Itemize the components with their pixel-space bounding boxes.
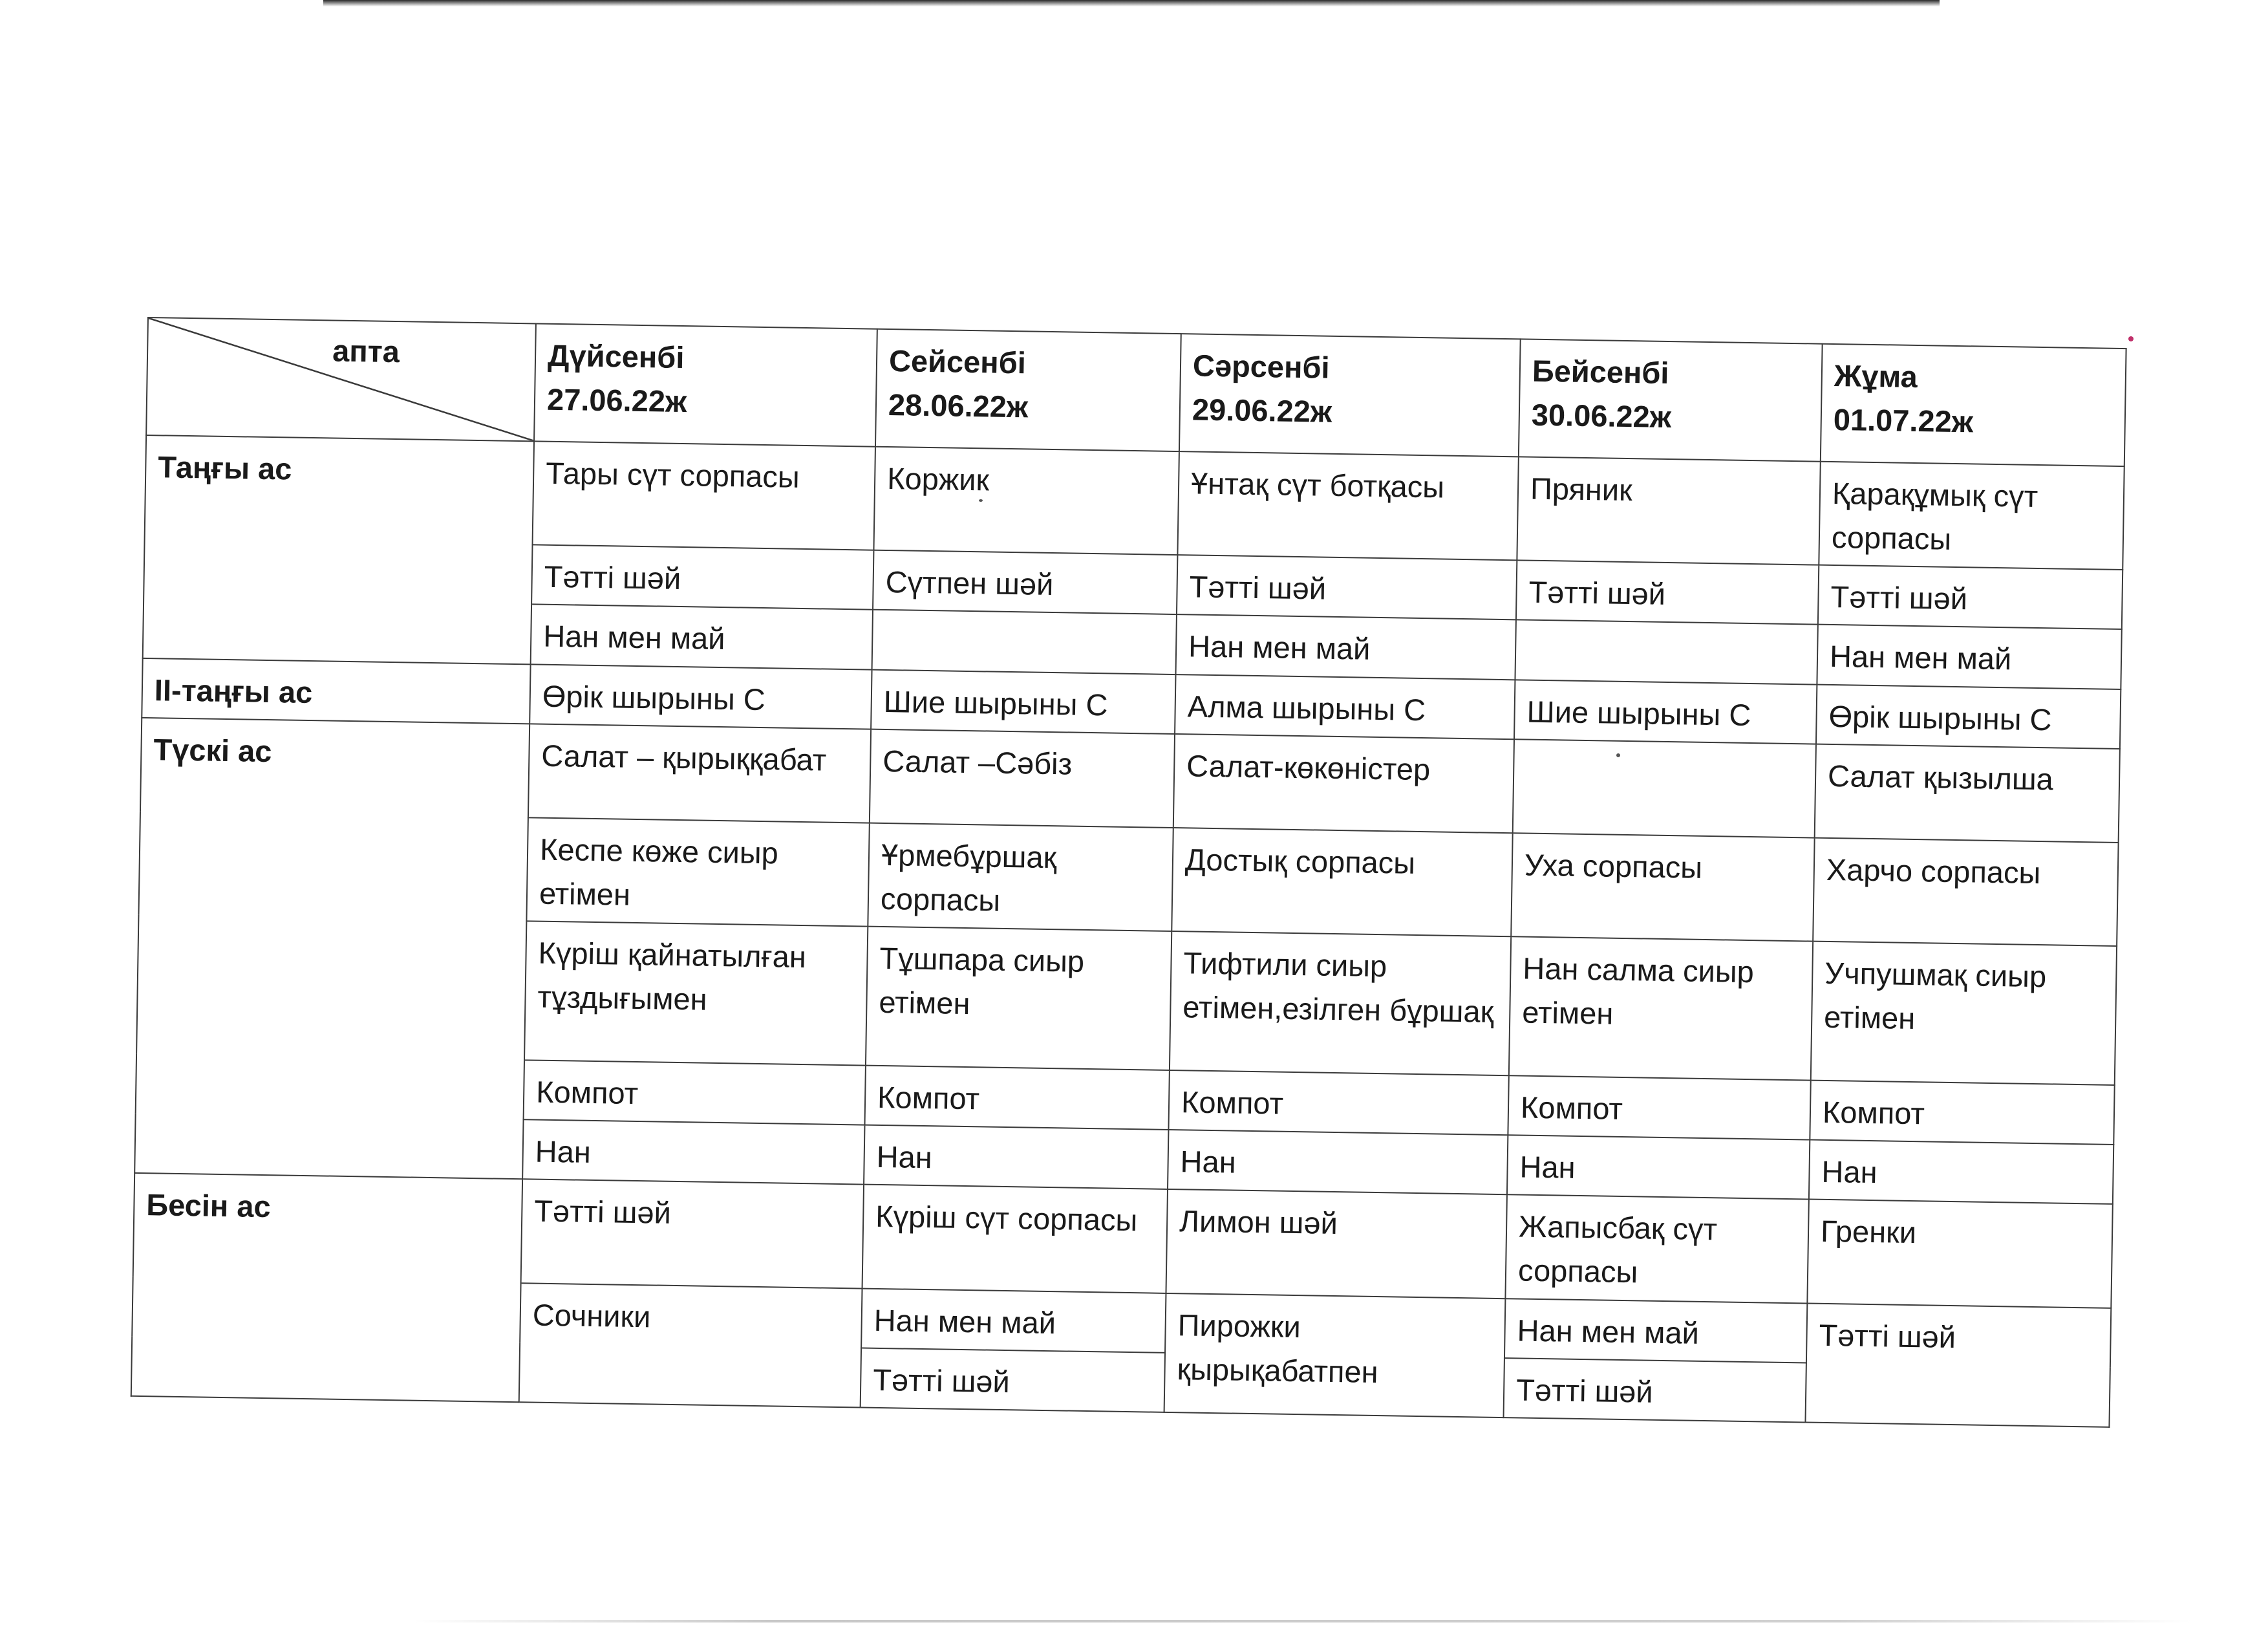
meal-label-lunch: Түскі ас	[134, 718, 530, 1180]
meal-label-breakfast: Таңғы ас	[143, 435, 534, 664]
menu-cell: Компот	[1168, 1070, 1508, 1135]
menu-cell: Ұрмебұршақ сорпасы	[868, 823, 1173, 931]
menu-cell: Салат қызылша	[1815, 744, 2120, 842]
menu-cell: Нан мен май	[1176, 614, 1516, 679]
week-corner-cell	[146, 318, 536, 441]
day-name: Сәрсенбі	[1192, 348, 1330, 385]
menu-cell: Салат –Сәбіз	[870, 729, 1175, 827]
menu-cell: Тәтті шәй	[531, 545, 873, 610]
menu-cell: Нан мен май	[1504, 1299, 1807, 1363]
scan-speck	[2128, 336, 2134, 341]
meal-label-second-breakfast: ІІ-таңғы ас	[142, 658, 530, 724]
weekly-menu-table	[131, 317, 2127, 1428]
menu-cell: Өрік шырыны С	[530, 664, 872, 729]
scan-bottom-edge	[414, 1620, 2192, 1622]
menu-cell: Нан салма сиыр етімен	[1509, 936, 1813, 1080]
day-name: Дүйсенбі	[547, 338, 685, 375]
menu-cell: Кеспе көже сиыр етімен	[526, 817, 869, 927]
day-header-wednesday	[1179, 334, 1521, 457]
menu-cell: Харчо сорпасы	[1813, 837, 2118, 946]
menu-cell	[872, 610, 1177, 674]
menu-cell: Тәтті шәй	[1177, 555, 1517, 620]
menu-cell: Гренки	[1807, 1200, 2112, 1308]
menu-cell: Нан мен май	[1817, 625, 2121, 689]
menu-cell: Компот	[865, 1066, 1170, 1130]
meal-label-afternoon: Бесін ас	[131, 1173, 522, 1402]
week-label: апта	[332, 333, 400, 369]
menu-cell: Салат-көкөністер	[1173, 734, 1514, 833]
menu-cell: Пряник	[1517, 457, 1820, 565]
scan-top-edge	[323, 0, 1940, 6]
day-date: 29.06.22ж	[1192, 392, 1332, 429]
menu-cell: Сочники	[519, 1283, 862, 1408]
menu-cell: Тәтті шәй	[861, 1348, 1165, 1412]
menu-cell: Пирожки қырықабатпен	[1164, 1293, 1506, 1417]
menu-cell: Салат – қырыққабат	[528, 724, 871, 823]
menu-cell: Нан	[1809, 1140, 2113, 1205]
menu-cell: Учпушмақ сиыр етімен	[1811, 942, 2117, 1085]
menu-cell: Тұшпара сиыр етімен	[866, 927, 1171, 1070]
day-header-monday	[534, 323, 877, 446]
menu-cell: Тәтті шәй	[1818, 565, 2123, 630]
menu-cell: Компот	[1810, 1081, 2114, 1145]
menu-cell: Тары сүт сорпасы	[533, 441, 875, 550]
menu-cell	[1515, 620, 1817, 684]
menu-cell: Тәтті шәй	[1516, 561, 1819, 625]
day-date: 27.06.22ж	[546, 382, 687, 419]
menu-cell: Тәтті шәй	[1504, 1358, 1806, 1422]
day-name: Бейсенбі	[1532, 353, 1669, 390]
menu-cell: Сүтпен шәй	[873, 550, 1177, 615]
day-header-friday	[1821, 344, 2126, 466]
day-date: 30.06.22ж	[1531, 397, 1672, 435]
day-header-tuesday	[875, 329, 1181, 451]
menu-cell: Өрік шырыны С	[1816, 684, 2121, 749]
day-header-thursday	[1519, 339, 1823, 461]
menu-cell: Ұнтақ сүт ботқасы	[1177, 451, 1518, 561]
menu-cell: Уха сорпасы	[1511, 833, 1814, 942]
menu-cell: Нан мен май	[861, 1288, 1166, 1353]
menu-cell: Тифтили сиыр етімен,езілген бұршақ	[1170, 931, 1511, 1075]
menu-cell: Коржик	[873, 447, 1179, 555]
menu-cell: Тәтті шәй	[1805, 1303, 2111, 1427]
menu-cell: Нан	[1507, 1135, 1810, 1199]
day-date: 28.06.22ж	[888, 387, 1029, 424]
menu-cell: Алма шырыны С	[1175, 674, 1515, 739]
menu-cell: Нан	[522, 1119, 864, 1184]
menu-cell: Лимон шәй	[1166, 1189, 1506, 1299]
menu-cell: Қарақұмық сүт сорпасы	[1819, 462, 2124, 570]
menu-cell: Компот	[524, 1060, 866, 1125]
menu-cell: Компот	[1508, 1075, 1810, 1139]
menu-cell	[1513, 739, 1816, 837]
day-date: 01.07.22ж	[1833, 402, 1974, 439]
menu-cell: Нан мен май	[531, 605, 873, 669]
menu-cell: Шие шырыны С	[1514, 680, 1817, 744]
day-name: Сейсенбі	[888, 343, 1027, 380]
menu-cell: Шие шырыны С	[871, 669, 1175, 734]
menu-cell: Достық сорпасы	[1171, 828, 1512, 937]
menu-cell: Жапысбақ сүт сорпасы	[1505, 1194, 1808, 1303]
day-name: Жұма	[1834, 358, 1918, 394]
menu-cell: Тәтті шәй	[521, 1180, 864, 1289]
menu-cell: Нан	[1168, 1130, 1508, 1194]
menu-cell: Күріш қайнатылған тұздығымен	[524, 921, 868, 1065]
menu-cell: Күріш сүт сорпасы	[862, 1185, 1168, 1293]
menu-cell: Нан	[864, 1125, 1168, 1190]
